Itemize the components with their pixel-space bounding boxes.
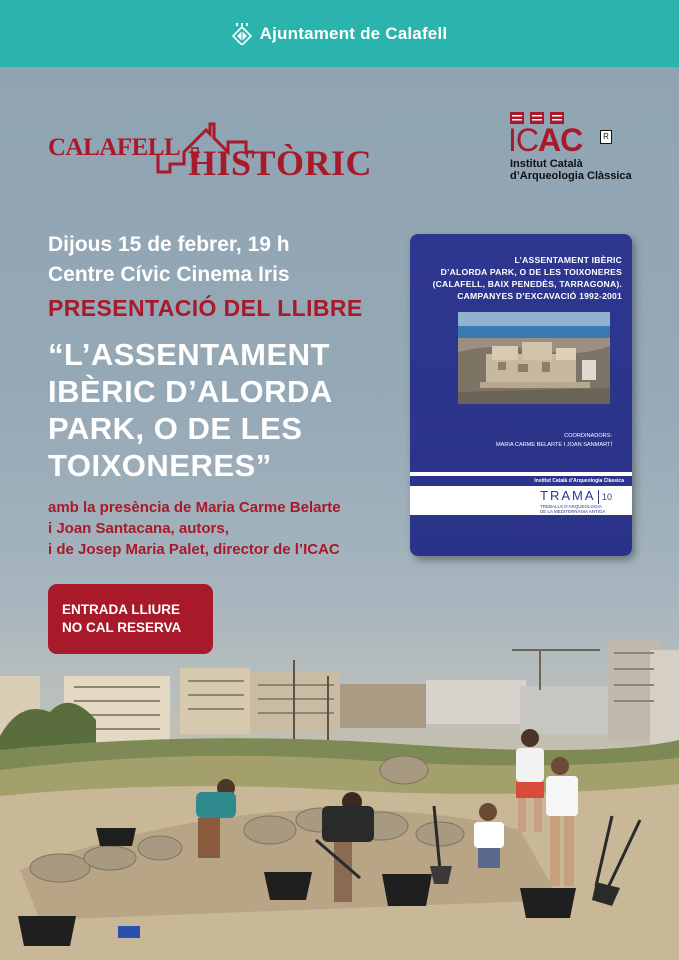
entry-line1: ENTRADA LLIURE — [62, 602, 180, 617]
book-title-line: PARK, O DE LES — [48, 411, 303, 446]
series-divider — [598, 490, 599, 504]
icac-wordmark — [508, 122, 582, 159]
series-name: TRAMA — [540, 488, 596, 503]
presence-line: i Joan Santacana, autors, — [48, 520, 229, 537]
icac-name-line2: d’Arqueologia Clàssica — [510, 170, 632, 182]
cover-title-line: (CALAFELL, BAIX PENEDÈS, TARRAGONA). — [432, 279, 622, 289]
cover-publisher: Institut Català d’Arqueologia Clàssica — [534, 478, 624, 484]
presence-line: amb la presència de Maria Carme Belarte — [48, 499, 341, 516]
event-date-time: Dijous 15 de febrer, 19 h — [48, 233, 290, 256]
icac-mark-bold: AC — [538, 122, 583, 158]
icac-logo — [508, 112, 648, 182]
series-sub-line: DE LA MEDITERRÀNIA ANTIGA — [540, 509, 606, 514]
coordinators-label: COORDINADORS: — [564, 433, 612, 439]
series-number: 10 — [602, 492, 613, 502]
cover-site-reconstruction-image — [458, 312, 610, 404]
presence-line: i de Josep Maria Palet, director de l’ICAC — [48, 541, 340, 558]
cover-coordinators — [420, 432, 612, 450]
series-sub-line: TREBALLS D’ARQUEOLOGIA — [540, 504, 602, 509]
entry-line2: NO CAL RESERVA — [62, 620, 182, 635]
calafell-wordmark: CALAFELL — [48, 134, 181, 161]
header-bar — [0, 0, 679, 67]
registered-mark: R — [600, 130, 612, 144]
cover-title — [420, 254, 622, 302]
excavation-site-photo — [0, 620, 679, 960]
cover-title-line: CAMPANYES D’EXCAVACIÓ 1992-2001 — [457, 291, 622, 301]
cover-title-line: L’ASSENTAMENT IBÈRIC — [514, 255, 622, 265]
event-type: PRESENTACIÓ DEL LLIBRE — [48, 295, 363, 321]
book-title-line: “L’ASSENTAMENT — [48, 337, 330, 372]
book-title-line: IBÈRIC D’ALORDA — [48, 374, 333, 409]
coordinators-names: MARIA CARME BELARTE I JOAN SANMARTÍ — [495, 442, 612, 448]
book-title — [48, 336, 333, 484]
icac-name-line1: Institut Català — [510, 158, 583, 170]
icac-mark-thin: IC — [508, 122, 538, 158]
municipal-crest-icon — [232, 23, 252, 45]
calafell-historic-logo — [48, 112, 378, 184]
historic-wordmark: HISTÒRIC — [188, 143, 373, 183]
cover-title-line: D’ALORDA PARK, O DE LES TOIXONERES — [440, 267, 622, 277]
book-cover — [410, 234, 632, 556]
event-venue: Centre Cívic Cinema Iris — [48, 263, 290, 286]
event-when-where — [48, 230, 290, 290]
series-subtitle — [540, 504, 620, 514]
org-name: Ajuntament de Calafell — [259, 23, 448, 43]
cover-divider — [410, 472, 632, 476]
event-presence — [48, 497, 341, 560]
book-title-line: TOIXONERES” — [48, 448, 272, 483]
